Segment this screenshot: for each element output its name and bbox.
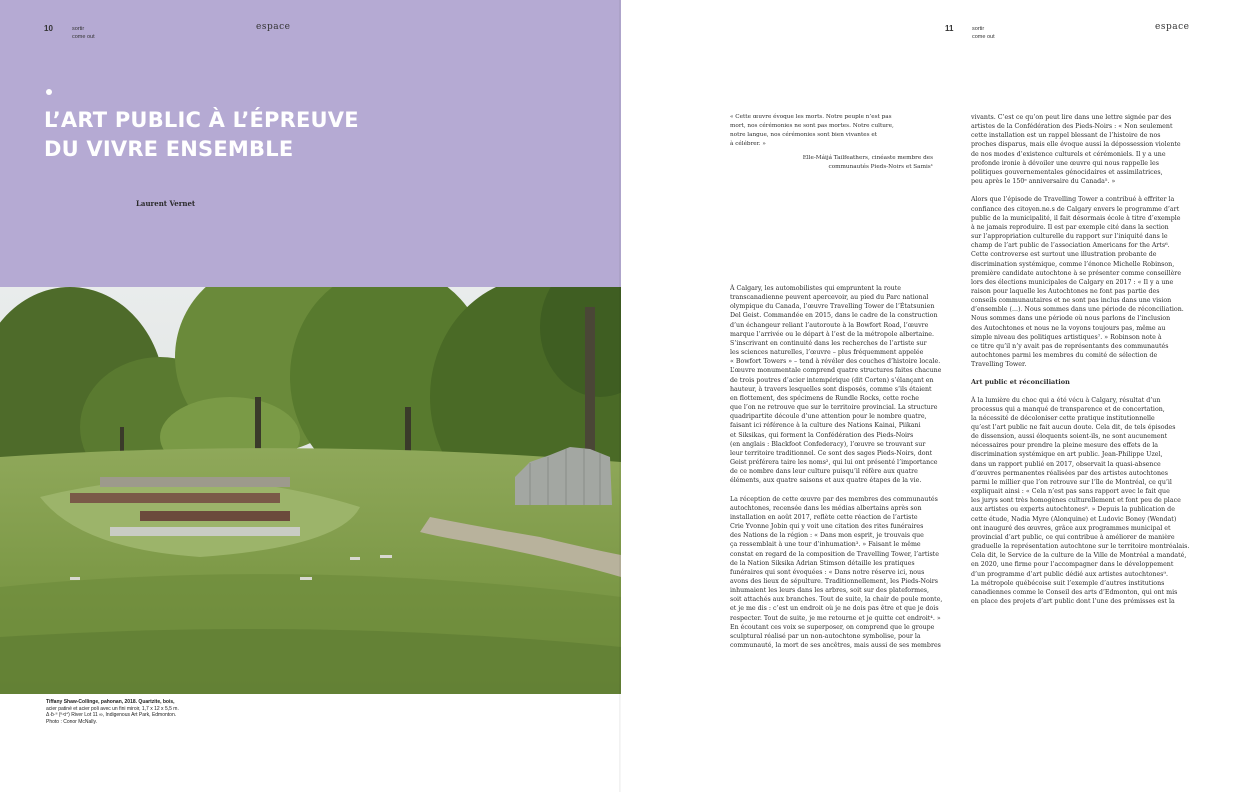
magazine-brand: espace bbox=[1155, 22, 1190, 32]
magazine-brand: espace bbox=[256, 22, 291, 32]
quote-attribution bbox=[730, 154, 933, 172]
attribution-line: communautés Pieds-Noirs et Samis¹ bbox=[828, 164, 933, 170]
title-block bbox=[0, 0, 621, 287]
text-line: sur l’appropriation culturelle du rapport sur l’iniquité dans le bbox=[971, 233, 1168, 241]
text-line: simple niveau des politiques artistiques⁷. » Robinson note à bbox=[971, 333, 1162, 341]
text-line: proches disparus, mais elle évoque aussi la dépossession violente bbox=[971, 141, 1181, 149]
text-line: olympique du Canada, l’œuvre Travelling Tower de l’Étatsunien bbox=[730, 303, 935, 311]
text-line: processus qui a manqué de transparence et de concertation, bbox=[971, 405, 1165, 413]
text-line: en place des projets d’art public dont l’une des prémisses est la bbox=[971, 597, 1175, 605]
text-line: Cela dit, le Service de la culture de la Ville de Montréal a mandaté, bbox=[971, 552, 1187, 560]
text-line: de dissension, aussi éloquents soient-ils, ne sont aucunement bbox=[971, 433, 1168, 441]
text-line: Nous sommes dans une période où nous parlons de l’inclusion bbox=[971, 315, 1171, 323]
text-line: à ne jamais reproduire. Il est par exemple cité dans la section bbox=[971, 223, 1169, 231]
text-line: avons des lieux de sépulture. Traditionnellement, les Pieds-Noirs bbox=[730, 578, 939, 585]
right-header bbox=[621, 24, 1242, 48]
text-line: (en anglais : Blackfoot Confederacy), l’œuvre se trouvant sur bbox=[730, 440, 926, 448]
text-line: d’œuvres permanentes réalisées par des artistes autochtones bbox=[971, 469, 1168, 477]
text-line: « Bowfort Towers » – tend à révéler des couches d’histoire locale. bbox=[730, 358, 941, 366]
text-line: d’un programme d’art public dédié aux artistes autochtones⁹. bbox=[971, 570, 1168, 578]
text-line: les sciences naturelles, l’œuvre – plus fréquemment appelée bbox=[730, 349, 924, 357]
text-line: discrimination systémique en art public. Jean-Philippe Uzel, bbox=[971, 451, 1163, 459]
text-line: nécessaires pour prendre la pleine mesure des effets de la bbox=[971, 442, 1158, 450]
quote-text bbox=[730, 113, 933, 149]
article-author: Laurent Vernet bbox=[136, 199, 196, 208]
text-line: canadiennes comme le Conseil des arts d’Edmonton, qui ont mis bbox=[971, 588, 1178, 596]
text-line: La réception de cette œuvre par des membres des communautés bbox=[730, 495, 938, 503]
text-line: qu’est l’art public ne fait aucun doute. Cela dit, de tels épisodes bbox=[971, 424, 1176, 431]
body-column-left bbox=[730, 284, 952, 650]
text-line: politiques gouvernementales génocidaires et assimilatrices, bbox=[971, 168, 1163, 176]
text-line: installation en août 2017, reflète cette réaction de l’artiste bbox=[730, 513, 918, 521]
text-line: funéraires qui sont évoquées : « Dans notre réserve ici, nous bbox=[730, 568, 925, 576]
section-label-fr: sortir bbox=[972, 26, 985, 32]
text-line: constat en regard de la composition de Travelling Tower, l’artiste bbox=[730, 550, 939, 558]
text-line: leur territoire traditionnel. Ce sont des sages Pieds-Noirs, dont bbox=[730, 449, 933, 457]
text-line: Cette controverse est surtout une illustration probante de bbox=[971, 251, 1157, 259]
text-line: que l’on ne retrouve que sur le territoire provincial. La structure bbox=[730, 404, 938, 412]
text-line bbox=[971, 186, 1196, 195]
section-label-en: come out bbox=[72, 34, 95, 40]
photo-caption bbox=[46, 699, 216, 725]
caption-line: Δ·ḃ·ᐦ (ᐦᐊᐤ) River Lot 11 ∞, Indigenous Art Park, Edmonton. bbox=[46, 712, 177, 718]
text-line: mort, nos cérémonies ne sont pas mortes. Notre culture, bbox=[730, 123, 894, 129]
section-label-en: come out bbox=[972, 34, 995, 40]
text-line: en flottement, des spécimens de Rundle Rocks, cette roche bbox=[730, 394, 919, 402]
text-line: des Nations de la région : « Dans mon esprit, je trouvais que bbox=[730, 532, 924, 540]
text-line: public de la municipalité, il fait désormais école à titre d’exemple bbox=[971, 214, 1181, 222]
text-line: respecter. Tout de suite, je me retourne et je quitte cet endroit⁴. » bbox=[730, 614, 941, 622]
attribution-line: Elle-Máijá Tailfeathers, cinéaste membre des bbox=[802, 155, 933, 161]
artwork-photo bbox=[0, 287, 621, 694]
text-line: L’œuvre monumentale comprend quatre structures faites chacune bbox=[730, 367, 942, 375]
text-line: notre langue, nos cérémonies sont bien vivantes et bbox=[730, 132, 877, 138]
text-line: communauté, la mort de ses ancêtres, mais aussi de ses membres bbox=[730, 642, 941, 650]
text-line: de la Nation Siksika Adrian Stimson détaille les pratiques bbox=[730, 559, 915, 567]
title-bullet bbox=[46, 89, 52, 95]
caption-line: acier patiné et acier poli avec un fini miroir, 1,7 x 12 x 5,5 m. bbox=[46, 705, 179, 712]
text-line: La métropole québécoise suit l’exemple d’autres institutions bbox=[971, 579, 1165, 587]
section-subheading: Art public et réconciliation bbox=[971, 378, 1070, 387]
text-line: de trois poutres d’acier intempérique (dit Corten) s’élançant en bbox=[730, 376, 934, 384]
text-line: À Calgary, les automobilistes qui empruntent la route bbox=[730, 285, 901, 292]
text-line: autochtones parmi les membres du comité de sélection de bbox=[971, 352, 1158, 360]
text-line: dans un rapport publié en 2017, observait la quasi-absence bbox=[971, 460, 1161, 468]
text-line: Travelling Tower. bbox=[971, 361, 1027, 369]
text-line: à célébrer. » bbox=[730, 141, 766, 147]
text-line: transcanadienne peuvent apercevoir, au pied du Parc national bbox=[730, 294, 929, 302]
epigraph-quote bbox=[730, 113, 933, 172]
text-line: parmi le millier que l’on retrouve sur l’île de Montréal, ce qu’il bbox=[971, 478, 1172, 486]
text-line: soit attachés aux branches. Tout de suite, la chair de poule monte, bbox=[730, 596, 943, 604]
text-line: de ce nombre dans leur culture puisqu’il réfère aux quatre bbox=[730, 468, 918, 476]
text-line: provincial d’art public, ce qui contribue à améliorer de manière bbox=[971, 533, 1175, 541]
text-line: quadripartite découle d’une attention pour le nombre quatre, bbox=[730, 413, 927, 421]
text-line: la nécessité de décoloniser cette pratique institutionnelle bbox=[971, 414, 1155, 422]
page-number: 10 bbox=[44, 24, 53, 33]
left-header bbox=[0, 24, 621, 48]
text-line: confiance des citoyen.ne.s de Calgary envers le programme d’art bbox=[971, 205, 1180, 213]
text-line: des Autochtones et nous ne la voyons toujours pas, même au bbox=[971, 324, 1166, 332]
text-line: ça ressemblait à une tour d’inhumation³. » Faisant le même bbox=[730, 541, 921, 549]
text-line: champ de l’art public de l’association Americans for the Arts⁶. bbox=[971, 242, 1170, 250]
section-label bbox=[972, 25, 995, 41]
text-line: Alors que l’épisode de Travelling Tower a contribué à effriter la bbox=[971, 196, 1175, 204]
text-line: marque l’arrivée ou le départ à l’est de la métropole albertaine. bbox=[730, 330, 935, 338]
text-line: ce titre qu’il n’y avait pas de représentants des communautés bbox=[971, 342, 1169, 350]
article-title bbox=[44, 106, 384, 164]
text-line: sculptural réalisé par un non-autochtone symbolise, pour la bbox=[730, 632, 921, 640]
text-line: première candidate autochtone à se présenter comme conseillère bbox=[971, 269, 1182, 277]
text-line: aux artistes ou experts autochtones⁸. » Depuis la publication de bbox=[971, 506, 1175, 514]
body-text-top bbox=[971, 113, 1196, 369]
title-line: DU VIVRE ENSEMBLE bbox=[44, 137, 294, 161]
text-line: « Cette œuvre évoque les morts. Notre peuple n’est pas bbox=[730, 114, 892, 120]
section-label bbox=[72, 25, 95, 41]
text-line: cette installation est un rappel blessant de l’histoire de nos bbox=[971, 132, 1161, 140]
text-line: en 2020, une firme pour l’accompagner dans le développement bbox=[971, 561, 1174, 569]
page-number: 11 bbox=[945, 24, 954, 33]
body-column-right bbox=[971, 113, 1196, 606]
text-line: discrimination systémique, comme l’énonce Michelle Robinson, bbox=[971, 260, 1175, 268]
caption-line: Tiffany Shaw-Collinge, pahonan, 2018. Quartzite, bois, bbox=[46, 699, 175, 705]
text-line: profonde ironie à dévoiler une œuvre qui nous rappelle les bbox=[971, 159, 1159, 167]
text-line: et Siksikas, qui forment la Confédération des Pieds-Noirs bbox=[730, 431, 914, 439]
text-line: de nos modes d’existence culturels et cérémoniels. Il y a une bbox=[971, 150, 1166, 158]
text-line: faisant ici référence à la culture des Nations Kainai, Piikani bbox=[730, 422, 921, 430]
text-line: expliquait ainsi : « Cela n’est pas sans rapport avec le fait que bbox=[971, 488, 1170, 496]
text-line: cette étude, Nadia Myre (Alonquine) et Ludovic Boney (Wendat) bbox=[971, 515, 1177, 523]
text-line bbox=[730, 485, 952, 494]
text-line: Del Geist. Commandée en 2015, dans le cadre de la construction bbox=[730, 312, 938, 320]
text-line: et je me dis : c’est un endroit où je ne dois pas être et que je dois bbox=[730, 605, 939, 613]
body-text-bottom bbox=[971, 396, 1196, 607]
section-label-fr: sortir bbox=[72, 26, 85, 32]
text-line: autochtones, recensée dans les médias albertains après son bbox=[730, 504, 922, 512]
text-line: Crie Yvonne Jobin qui y voit une citation des rites funéraires bbox=[730, 523, 924, 531]
text-line: vivants. C’est ce qu’on peut lire dans une lettre signée par des bbox=[971, 114, 1172, 121]
text-line: raison pour laquelle les Autochtones ne font pas partie des bbox=[971, 287, 1160, 295]
text-line: S’inscrivant en continuité dans les recherches de l’artiste sur bbox=[730, 339, 927, 347]
text-line: inhumaient les leurs dans les arbres, soit sur des plateformes, bbox=[730, 587, 930, 595]
text-line: hauteur, à travers lesquelles sont disposés, comme s’ils étaient bbox=[730, 385, 932, 393]
text-line: ont inauguré des œuvres, grâce aux programmes municipal et bbox=[971, 524, 1171, 532]
text-line: lors des élections municipales de Calgary en 2017 : « Il y a une bbox=[971, 278, 1174, 286]
caption-line: Photo : Conor McNally. bbox=[46, 718, 98, 725]
park-landscape-illustration bbox=[0, 287, 621, 694]
text-line: les jurys sont très homogènes culturellement et font peu de place bbox=[971, 497, 1181, 505]
text-line: Geist préférera taire les noms², qui lui ont présenté l’importance bbox=[730, 458, 938, 466]
text-line: d’un échangeur reliant l’autoroute à la Bowfort Road, l’œuvre bbox=[730, 321, 929, 329]
text-line: d’ensemble (...). Nous sommes dans une période de réconciliation. bbox=[971, 306, 1184, 314]
text-line: En écoutant ces voix se superposer, on comprend que le groupe bbox=[730, 623, 935, 631]
text-line: artistes de la Confédération des Pieds-Noirs : « Non seulement bbox=[971, 123, 1173, 131]
text-line: graduelle la représentation autochtone sur le territoire montréalais. bbox=[971, 543, 1190, 551]
text-line: éléments, aux quatre saisons et aux quatre étapes de la vie. bbox=[730, 477, 922, 485]
text-line: peu après le 150ᵉ anniversaire du Canada⁵. » bbox=[971, 178, 1116, 186]
title-line: L’ART PUBLIC À L’ÉPREUVE bbox=[44, 108, 359, 132]
text-line: À la lumière du choc qui a été vécu à Calgary, résultat d’un bbox=[971, 396, 1161, 404]
text-line: conseils communautaires et ne sont pas inclus dans une vision bbox=[971, 297, 1172, 305]
